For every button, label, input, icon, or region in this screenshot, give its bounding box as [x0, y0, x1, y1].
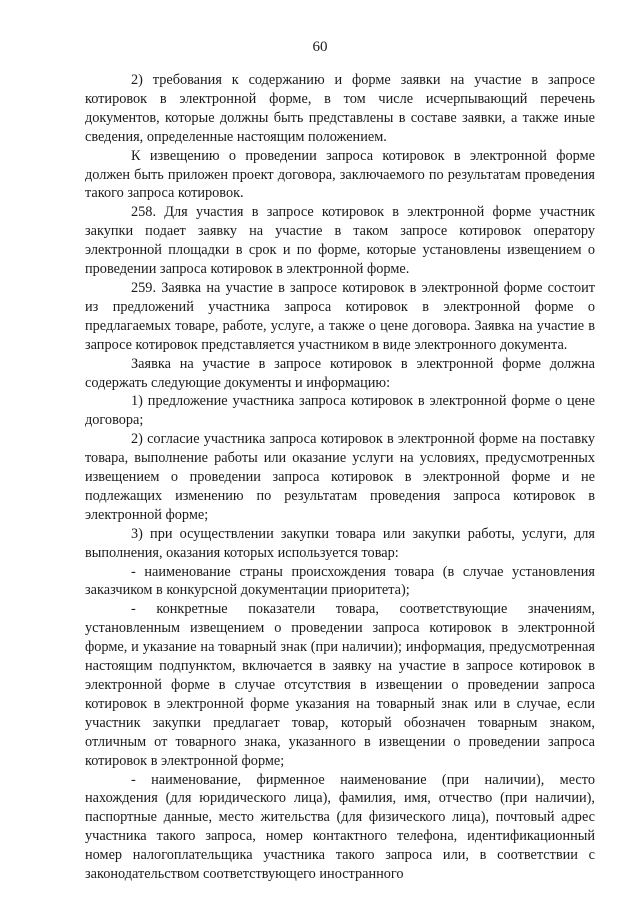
- paragraph-item-2-requirements: 2) требования к содержанию и форме заявки на участие в запросе котировок в электронной форме, в том числе исчерпывающий перечень документов, которые должны быть представлены в составе заявки, а также иные сведения, определенные настоящим положением.: [85, 72, 595, 145]
- page-number: 60: [312, 39, 328, 55]
- list-item-3-goods: 3) при осуществлении закупки товара или закупки работы, услуги, для выполнения, оказания которых используется товар:: [85, 525, 595, 561]
- document-body: [85, 71, 595, 884]
- paragraph-application-contents: Заявка на участие в запросе котировок в электронной форме должна содержать следующие документы и информацию:: [85, 355, 595, 391]
- list-item-2-consent: 2) согласие участника запроса котировок в электронной форме на поставку товара, выполнение работы или оказание услуги на условиях, предусмотренных извещением о проведении запроса котировок в электронной форме и не подлежащих изменению по результатам проведения запроса котировок в электронной форме;: [85, 431, 595, 523]
- paragraph-draft-contract: К извещению о проведении запроса котировок в электронной форме должен быть приложен проект договора, заключаемого по результатам проведения такого запроса котировок.: [85, 147, 595, 202]
- sub-item-country-of-origin: - наименование страны происхождения товара (в случае установления заказчиком в конкурсной документации приоритета);: [85, 563, 595, 599]
- paragraph-258: 258. Для участия в запросе котировок в электронной форме участник закупки подает заявку на участие в таком запросе котировок оператору электронной площадки в срок и по форме, которые установлены извещением о проведении запроса котировок в электронной форме.: [85, 204, 595, 278]
- sub-item-participant-details: - наименование, фирменное наименование (при наличии), место нахождения (для юридического лица), фамилия, имя, отчество (при наличии), паспортные данные, место жительства (для физического лица), почтовый адрес участника такого запроса, номер контактного телефона, идентификационный номер налогоплательщика участника такого запроса или, в соответствии с законодательством соответствующего иностранного: [85, 771, 595, 883]
- sub-item-specific-indicators: - конкретные показатели товара, соответствующие значениям, установленным извещением о проведении запроса котировок в электронной форме, и указание на товарный знак (при наличии); информация, предусмотренная настоящим подпунктом, включается в заявку на участие в запросе котировок в электронной форме в случае отсутствия в извещении о проведении запроса котировок в электронной форме указания на товарный знак или в случае, если участник закупки предлагает товар, который обозначен товарным знаком, отличным от товарного знака, указанного в извещении о проведении запроса котировок в электронной форме;: [85, 601, 595, 769]
- paragraph-259: 259. Заявка на участие в запросе котировок в электронной форме состоит из предложений участника запроса котировок в электронной форме о предлагаемых товаре, работе, услуге, а также о цене договора. Заявка на участие в запросе котировок представляется участником в виде электронного документа.: [85, 279, 595, 353]
- list-item-1-price-offer: 1) предложение участника запроса котировок в электронной форме о цене договора;: [85, 393, 595, 429]
